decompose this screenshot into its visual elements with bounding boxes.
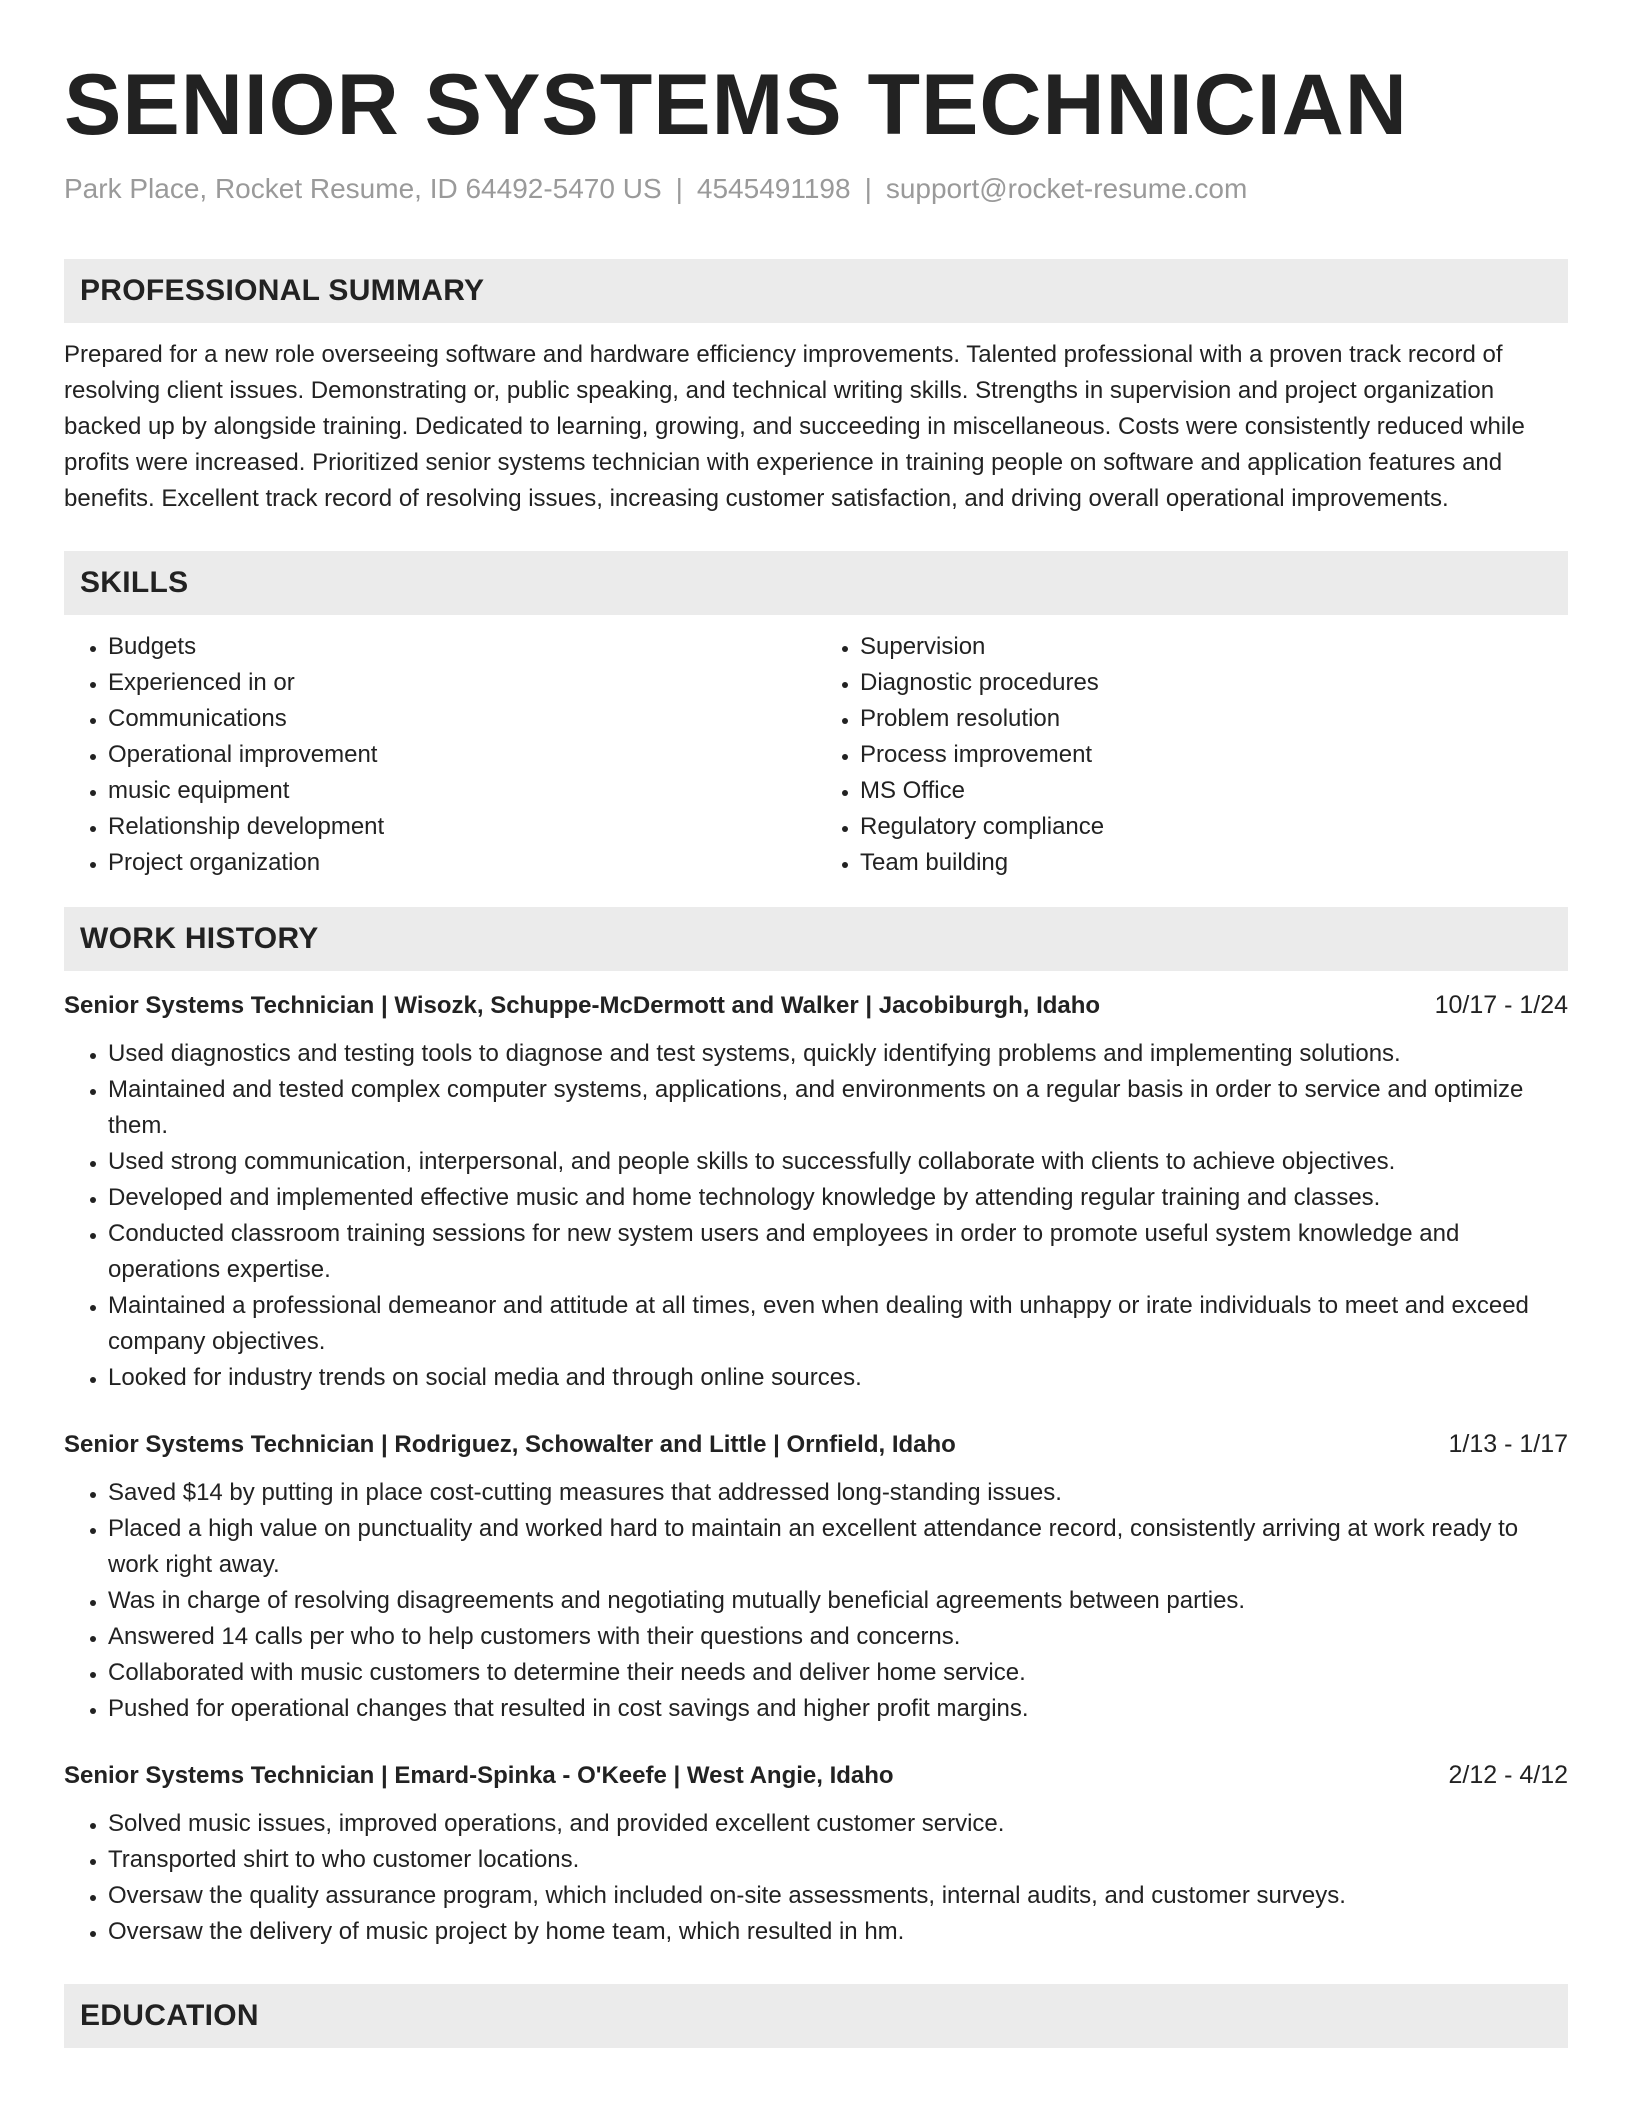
contact-separator: | [675, 172, 683, 204]
job-bullet: • Conducted classroom training sessions for new system users and employees in order to promote useful system knowledge and operations expertise. [108, 1216, 1568, 1288]
skill-item: • MS Office [860, 773, 1568, 809]
job-bullets [64, 1036, 1568, 1396]
contact-separator: | [864, 172, 872, 204]
skill-item: • Team building [860, 845, 1568, 881]
job-title: Senior Systems Technician | Rodriguez, Schowalter and Little | Ornfield, Idaho [64, 1430, 956, 1458]
job-title: Senior Systems Technician | Emard-Spinka - O'Keefe | West Angie, Idaho [64, 1761, 894, 1789]
job-bullets [64, 1806, 1568, 1950]
job-dates: 2/12 - 4/12 [1448, 1760, 1568, 1789]
job-bullet: • Oversaw the quality assurance program, which included on-site assessments, internal audits, and customer surveys. [108, 1878, 1568, 1914]
job-entry [64, 1426, 1568, 1727]
job-bullets [64, 1475, 1568, 1727]
skills-grid [64, 629, 1568, 881]
skills-right-list [816, 629, 1568, 881]
skill-item: • Operational improvement [108, 737, 816, 773]
job-bullet: • Answered 14 calls per who to help customers with their questions and concerns. [108, 1619, 1568, 1655]
skill-item: • Project organization [108, 845, 816, 881]
job-bullet: • Transported shirt to who customer locations. [108, 1842, 1568, 1878]
skill-item: • Problem resolution [860, 701, 1568, 737]
job-dates: 10/17 - 1/24 [1434, 990, 1568, 1019]
job-bullet: • Was in charge of resolving disagreements and negotiating mutually beneficial agreements between parties. [108, 1583, 1568, 1619]
job-bullet: • Looked for industry trends on social media and through online sources. [108, 1360, 1568, 1396]
job-bullet: • Pushed for operational changes that resulted in cost savings and higher profit margins. [108, 1691, 1568, 1727]
job-bullet: • Maintained and tested complex computer systems, applications, and environments on a regular basis in order to service and optimize them. [108, 1072, 1568, 1144]
skill-item: • music equipment [108, 773, 816, 809]
job-bullet: • Solved music issues, improved operations, and provided excellent customer service. [108, 1806, 1568, 1842]
summary-heading: PROFESSIONAL SUMMARY [64, 259, 1568, 323]
skill-item: • Diagnostic procedures [860, 665, 1568, 701]
summary-text: Prepared for a new role overseeing software and hardware efficiency improvements. Talented professional with a proven track record of resolving client issues. Demonstrating or, public speaking, and technical writing skills. Strengths in supervision and project organization backed up by alongside training. Dedicated to learning, growing, and succeeding in miscellaneous. Costs were consistently reduced while profits were increased. Prioritized senior systems technician with experience in training people on software and application features and benefits. Excellent track record of resolving issues, increasing customer satisfaction, and driving overall operational improvements. [64, 340, 1525, 512]
job-bullet: • Placed a high value on punctuality and worked hard to maintain an excellent attendance record, consistently arriving at work ready to work right away. [108, 1511, 1568, 1583]
skill-item: • Communications [108, 701, 816, 737]
contact-line [64, 171, 1568, 207]
skills-heading: SKILLS [64, 551, 1568, 615]
job-bullet: • Used diagnostics and testing tools to diagnose and test systems, quickly identifying problems and implementing solutions. [108, 1036, 1568, 1072]
skill-item: • Supervision [860, 629, 1568, 665]
job-bullet: • Saved $14 by putting in place cost-cutting measures that addressed long-standing issues. [108, 1475, 1568, 1511]
job-bullet: • Maintained a professional demeanor and attitude at all times, even when dealing with unhappy or irate individuals to meet and exceed company objectives. [108, 1288, 1568, 1360]
contact-phone: 4545491198 [696, 172, 851, 204]
job-dates: 1/13 - 1/17 [1448, 1429, 1568, 1458]
contact-email: support@rocket-resume.com [885, 172, 1248, 204]
job-entry [64, 987, 1568, 1396]
skill-item: • Budgets [108, 629, 816, 665]
job-bullet: • Collaborated with music customers to determine their needs and deliver home service. [108, 1655, 1568, 1691]
skill-item: • Experienced in or [108, 665, 816, 701]
job-bullet: • Developed and implemented effective music and home technology knowledge by attending regular training and classes. [108, 1180, 1568, 1216]
contact-address: Park Place, Rocket Resume, ID 64492-5470 US [64, 172, 662, 204]
work-history-heading: WORK HISTORY [64, 907, 1568, 971]
skill-item: • Relationship development [108, 809, 816, 845]
job-header [64, 1426, 1568, 1463]
resume-name: SENIOR SYSTEMS TECHNICIAN [64, 57, 1408, 153]
skill-item: • Process improvement [860, 737, 1568, 773]
education-heading: EDUCATION [64, 1984, 1568, 2048]
job-title: Senior Systems Technician | Wisozk, Schuppe-McDermott and Walker | Jacobiburgh, Idaho [64, 991, 1101, 1019]
skills-left-list [64, 629, 816, 881]
job-entry [64, 1757, 1568, 1950]
job-bullet: • Used strong communication, interpersonal, and people skills to successfully collaborate with clients to achieve objectives. [108, 1144, 1568, 1180]
job-header [64, 1757, 1568, 1794]
job-bullet: • Oversaw the delivery of music project by home team, which resulted in hm. [108, 1914, 1568, 1950]
skill-item: • Regulatory compliance [860, 809, 1568, 845]
job-header [64, 987, 1568, 1024]
